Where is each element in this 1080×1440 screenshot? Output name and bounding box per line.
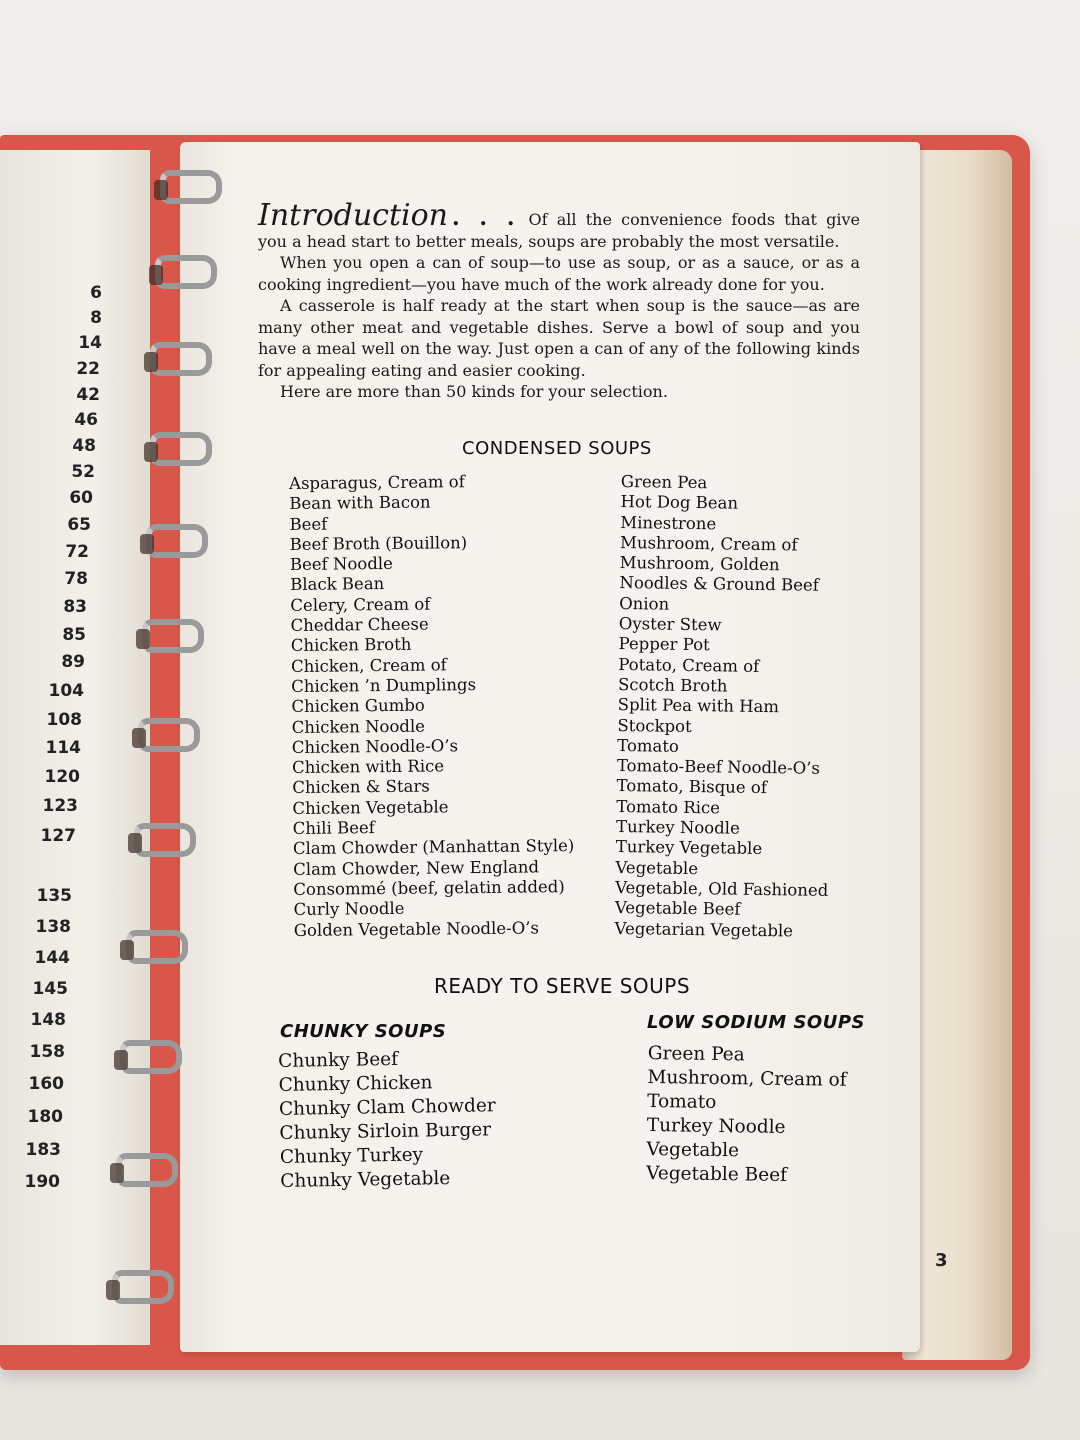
list-item: Tomato bbox=[647, 1090, 717, 1113]
list-item: Chicken Broth bbox=[290, 635, 412, 656]
list-item: Beef bbox=[289, 514, 328, 534]
list-item: Cheddar Cheese bbox=[290, 614, 429, 636]
index-number: 72 bbox=[65, 542, 89, 562]
list-item: Vegetarian Vegetable bbox=[614, 918, 794, 940]
index-number: 123 bbox=[42, 796, 78, 816]
list-item: Turkey Noodle bbox=[615, 817, 740, 838]
list-item: Chunky Turkey bbox=[279, 1144, 424, 1168]
list-item: Clam Chowder (Manhattan Style) bbox=[292, 836, 575, 859]
intro-paragraph: A casserole is half ready at the start when soup is the sauce—as are many other meat and vegetable dishes. Serve a bowl of soup and you have a meal well on the way. Just open a can of any of the following kinds for appealing eating and easier cooking. bbox=[258, 296, 860, 380]
list-item: Chunky Clam Chowder bbox=[278, 1095, 496, 1120]
list-item: Potato, Cream of bbox=[618, 654, 760, 676]
index-number: 42 bbox=[76, 385, 100, 405]
spiral-ring bbox=[116, 1153, 178, 1187]
intro-text: Of all the convenience foods that give you a head start to better meals, soups are probably the most versatile. bbox=[258, 210, 860, 251]
list-item: Vegetable, Old Fashioned bbox=[615, 877, 829, 900]
list-item: Chunky Sirloin Burger bbox=[279, 1119, 492, 1144]
list-item: Chicken Vegetable bbox=[292, 797, 449, 818]
list-item: Chicken Gumbo bbox=[291, 695, 425, 717]
index-number: 52 bbox=[71, 462, 95, 482]
index-number: 60 bbox=[69, 488, 93, 508]
spiral-ring bbox=[160, 170, 222, 204]
condensed-soups-heading: CONDENSED SOUPS bbox=[462, 438, 652, 459]
list-item: Chunky Vegetable bbox=[280, 1168, 451, 1192]
ready-to-serve-heading: READY TO SERVE SOUPS bbox=[434, 974, 691, 998]
spiral-ring bbox=[142, 619, 204, 653]
list-item: Green Pea bbox=[620, 472, 708, 493]
list-item: Beef Broth (Bouillon) bbox=[289, 533, 468, 554]
index-number: 160 bbox=[28, 1074, 64, 1094]
intro-paragraph: When you open a can of soup—to use as soup, or as a sauce, or as a cooking ingredient—you have much of the work already done for you. bbox=[258, 253, 860, 294]
list-item: Asparagus, Cream of bbox=[289, 472, 465, 493]
index-number: 148 bbox=[30, 1010, 66, 1030]
index-number: 48 bbox=[72, 436, 96, 456]
list-item: Chunky Beef bbox=[278, 1048, 399, 1072]
list-item: Curly Noodle bbox=[293, 899, 405, 920]
list-item: Chicken ’n Dumplings bbox=[291, 675, 477, 696]
list-item: Tomato, Bisque of bbox=[616, 776, 768, 798]
chunky-soups-list bbox=[278, 1046, 497, 1194]
index-number: 83 bbox=[63, 597, 87, 617]
intro-paragraph: Here are more than 50 kinds for your selection. bbox=[280, 382, 668, 401]
list-item: Minestrone bbox=[620, 512, 717, 533]
list-item: Pepper Pot bbox=[618, 634, 710, 655]
spiral-ring bbox=[138, 718, 200, 752]
list-item: Chicken Noodle-O’s bbox=[291, 736, 459, 757]
index-number: 183 bbox=[25, 1140, 61, 1160]
spiral-ring bbox=[155, 255, 217, 289]
list-item: Stockpot bbox=[617, 715, 692, 736]
list-item: Chicken & Stars bbox=[292, 776, 430, 798]
list-item: Green Pea bbox=[647, 1042, 745, 1066]
index-number: 127 bbox=[40, 826, 76, 846]
intro-dots: . . . bbox=[452, 205, 519, 231]
low-sodium-soups-heading: LOW SODIUM SOUPS bbox=[647, 1012, 865, 1033]
list-item: Celery, Cream of bbox=[290, 594, 431, 615]
list-item: Chicken Noodle bbox=[291, 716, 426, 737]
condensed-list-left bbox=[289, 471, 575, 941]
index-number: 78 bbox=[64, 569, 88, 589]
list-item: Golden Vegetable Noodle-O’s bbox=[293, 917, 539, 940]
list-item: Vegetable bbox=[646, 1138, 740, 1162]
list-item: Consommé (beef, gelatin added) bbox=[293, 877, 565, 899]
index-number: 46 bbox=[74, 410, 98, 430]
page-number: 3 bbox=[935, 1250, 948, 1271]
list-item: Vegetable Beef bbox=[614, 898, 741, 919]
list-item: Hot Dog Bean bbox=[620, 492, 739, 513]
index-number: 6 bbox=[90, 283, 102, 303]
index-number: 14 bbox=[78, 333, 102, 353]
spiral-ring bbox=[150, 342, 212, 376]
condensed-list-right bbox=[614, 472, 834, 942]
list-item: Turkey Noodle bbox=[646, 1114, 786, 1138]
index-number: 8 bbox=[90, 308, 102, 328]
list-item: Beef Noodle bbox=[289, 554, 393, 575]
list-item: Mushroom, Cream of bbox=[647, 1066, 847, 1091]
list-item: Chili Beef bbox=[292, 818, 375, 839]
list-item: Tomato-Beef Noodle-O’s bbox=[616, 756, 821, 778]
index-number: 145 bbox=[32, 979, 68, 999]
intro-title: Introduction bbox=[258, 198, 448, 233]
list-item: Chunky Chicken bbox=[278, 1072, 433, 1096]
list-item: Mushroom, Cream of bbox=[619, 532, 798, 555]
list-item: Turkey Vegetable bbox=[615, 837, 763, 859]
list-item: Tomato Rice bbox=[616, 796, 721, 818]
index-number: 85 bbox=[62, 625, 86, 645]
index-number: 89 bbox=[61, 652, 85, 672]
spiral-ring bbox=[120, 1040, 182, 1074]
introduction bbox=[258, 198, 860, 403]
low-sodium-soups-list bbox=[646, 1042, 847, 1189]
list-item: Clam Chowder, New England bbox=[293, 857, 540, 879]
list-item: Vegetable Beef bbox=[646, 1162, 788, 1186]
list-item: Black Bean bbox=[290, 574, 385, 595]
list-item: Mushroom, Golden bbox=[619, 553, 780, 575]
list-item: Oyster Stew bbox=[618, 614, 722, 635]
spiral-ring bbox=[146, 524, 208, 558]
index-number: 180 bbox=[27, 1107, 63, 1127]
index-number: 120 bbox=[44, 767, 80, 787]
list-item: Chicken, Cream of bbox=[290, 655, 447, 676]
index-number: 158 bbox=[29, 1042, 65, 1062]
index-number: 138 bbox=[35, 917, 71, 937]
index-number: 114 bbox=[45, 738, 81, 758]
list-item: Tomato bbox=[617, 735, 680, 756]
list-item: Chicken with Rice bbox=[291, 756, 445, 778]
intro-paragraph bbox=[258, 198, 860, 252]
spiral-ring bbox=[112, 1270, 174, 1304]
index-number: 190 bbox=[24, 1172, 60, 1192]
list-item: Scotch Broth bbox=[617, 674, 728, 696]
chunky-soups-heading: CHUNKY SOUPS bbox=[280, 1021, 447, 1042]
index-number: 22 bbox=[76, 359, 100, 379]
index-number: 104 bbox=[48, 681, 84, 701]
spiral-ring bbox=[150, 432, 212, 466]
index-number: 108 bbox=[46, 710, 82, 730]
index-number: 135 bbox=[36, 886, 72, 906]
spiral-ring bbox=[126, 930, 188, 964]
spiral-ring bbox=[134, 823, 196, 857]
list-item: Split Pea with Ham bbox=[617, 695, 780, 717]
index-number: 144 bbox=[34, 948, 70, 968]
list-item: Vegetable bbox=[615, 857, 699, 878]
index-number: 65 bbox=[67, 515, 91, 535]
list-item: Noodles & Ground Beef bbox=[619, 573, 819, 596]
list-item: Onion bbox=[619, 593, 670, 614]
list-item: Bean with Bacon bbox=[289, 492, 431, 514]
